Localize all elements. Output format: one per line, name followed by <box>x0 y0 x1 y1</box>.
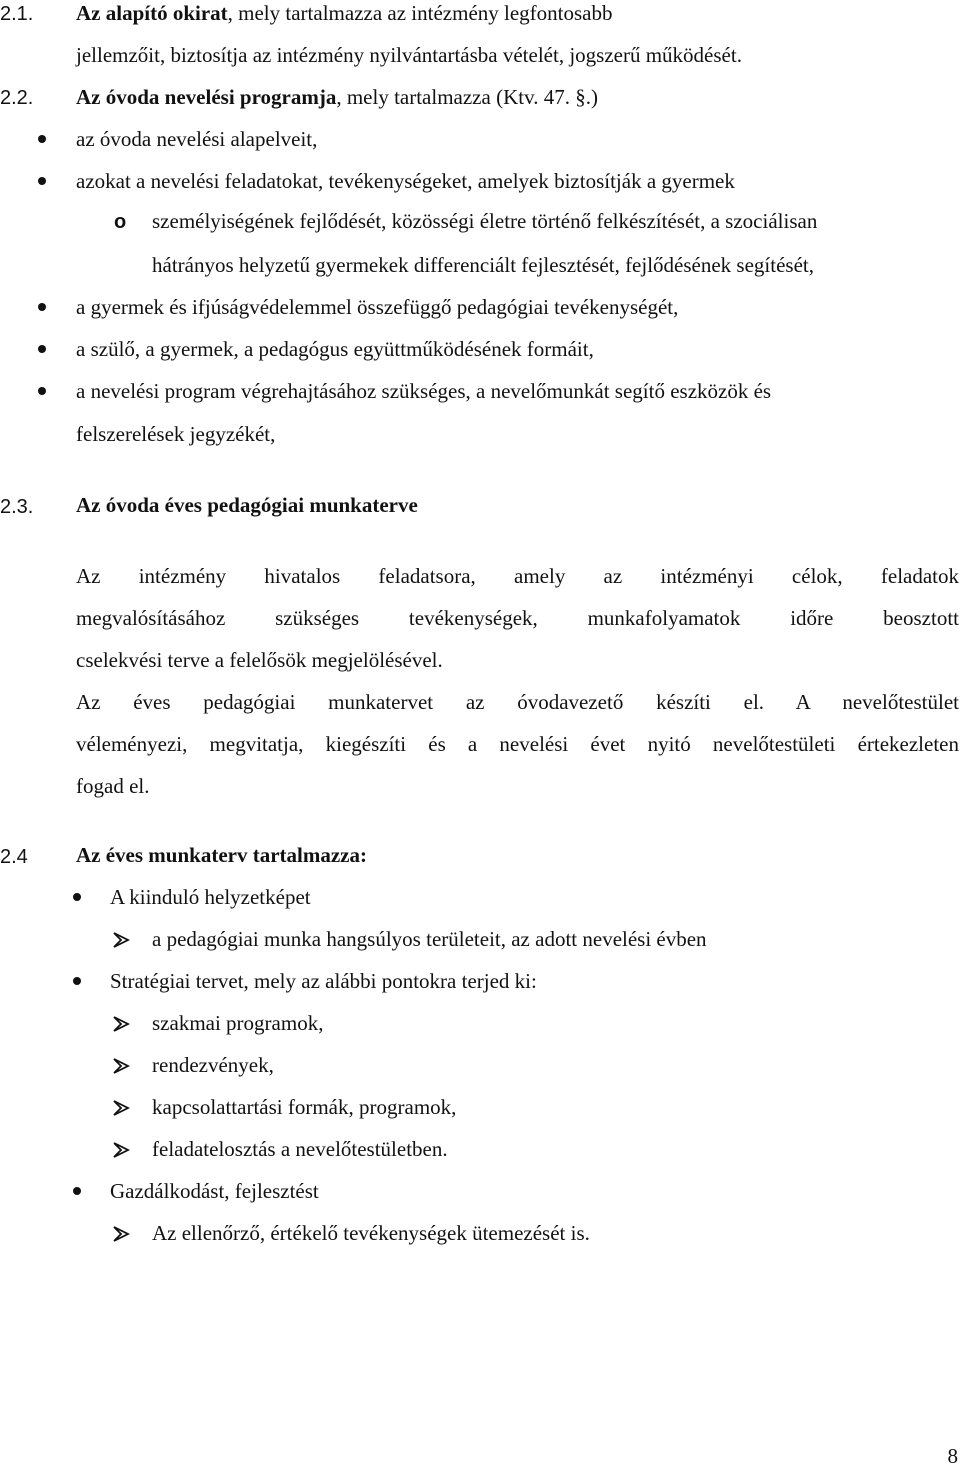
arrow-bullet-icon <box>112 1057 130 1075</box>
list-item: a nevelési program végrehajtásához szükséges, a nevelőmunkát segítő eszközök és <box>76 379 772 403</box>
paragraph-line: cselekvési terve a felelősök megjelölésével. <box>76 648 443 672</box>
sub-list-item-line: hátrányos helyzetű gyermekek differenciált fejlesztését, fejlődésének segítését, <box>152 253 814 277</box>
sub-list-item: Az ellenőrző, értékelő tevékenységek ütemezését is. <box>152 1221 590 1245</box>
sub-list-item: rendezvények, <box>152 1053 274 1077</box>
section-number: 2.3. <box>0 496 34 518</box>
list-item: a gyermek és ifjúságvédelemmel összefüggő pedagógiai tevékenységét, <box>76 295 679 319</box>
sub-list-item: a pedagógiai munka hangsúlyos területeit, az adott nevelési évben <box>152 927 707 951</box>
paragraph-line: véleményezi, megvitatja, kiegészíti és a nevelési évet nyitó nevelőtestületi értekezleten <box>76 732 959 756</box>
arrow-bullet-icon <box>112 931 130 949</box>
section-heading-line <box>76 87 598 108</box>
list-item: azokat a nevelési feladatokat, tevékenységeket, amelyek biztosítják a gyermek <box>76 169 735 193</box>
sub-list-item: feladatelosztás a nevelőtestületben. <box>152 1137 448 1161</box>
sub-list-item: szakmai programok, <box>152 1011 324 1035</box>
bullet-icon <box>73 893 81 901</box>
list-item-continuation: felszerelések jegyzékét, <box>76 422 276 446</box>
sub-list-item: kapcsolattartási formák, programok, <box>152 1095 457 1119</box>
list-item: Gazdálkodást, fejlesztést <box>110 1179 319 1203</box>
section-number: 2.2. <box>0 87 34 109</box>
bullet-icon <box>38 345 46 353</box>
bullet-icon <box>38 303 46 311</box>
arrow-bullet-icon <box>112 1141 130 1159</box>
bullet-icon <box>73 977 81 985</box>
paragraph-line: jellemzőit, biztosítja az intézmény nyilvántartásba vételét, jogszerű működését. <box>76 43 742 67</box>
section-title: Az éves munkaterv tartalmazza: <box>76 843 367 867</box>
section-number: 2.4 <box>0 846 28 868</box>
bullet-icon <box>38 135 46 143</box>
arrow-bullet-icon <box>112 1015 130 1033</box>
section-heading-rest: , mely tartalmazza (Ktv. 47. §.) <box>336 85 598 109</box>
list-item: A kiinduló helyzetképet <box>110 885 311 909</box>
paragraph-line: Az éves pedagógiai munkatervet az óvodavezető készíti el. A nevelőtestület <box>76 690 959 714</box>
list-item: a szülő, a gyermek, a pedagógus együttműködésének formáit, <box>76 337 594 361</box>
bullet-icon <box>38 387 46 395</box>
paragraph-line: Az intézmény hivatalos feladatsora, amely az intézményi célok, feladatok <box>76 564 959 588</box>
list-item: az óvoda nevelési alapelveit, <box>76 127 318 151</box>
section-heading-line <box>76 3 613 24</box>
section-title: Az óvoda nevelési programja <box>76 85 337 109</box>
section-title: Az óvoda éves pedagógiai munkaterve <box>76 493 418 517</box>
bullet-icon <box>73 1187 81 1195</box>
arrow-bullet-icon <box>112 1099 130 1117</box>
section-number: 2.1. <box>0 3 34 25</box>
bullet-icon <box>38 177 46 185</box>
paragraph-line: fogad el. <box>76 774 150 798</box>
arrow-bullet-icon <box>112 1225 130 1243</box>
section-title: Az alapító okirat <box>76 1 228 25</box>
page-number: 8 <box>947 1444 958 1468</box>
section-heading-rest: , mely tartalmazza az intézmény legfontosabb <box>227 1 613 25</box>
circle-bullet-icon: o <box>114 211 127 233</box>
list-item: Stratégiai tervet, mely az alábbi pontokra terjed ki: <box>110 969 537 993</box>
paragraph-line: megvalósításához szükséges tevékenységek, munkafolyamatok időre beosztott <box>76 606 959 630</box>
sub-list-item-line: személyiségének fejlődését, közösségi életre történő felkészítését, a szociálisan <box>152 209 818 233</box>
